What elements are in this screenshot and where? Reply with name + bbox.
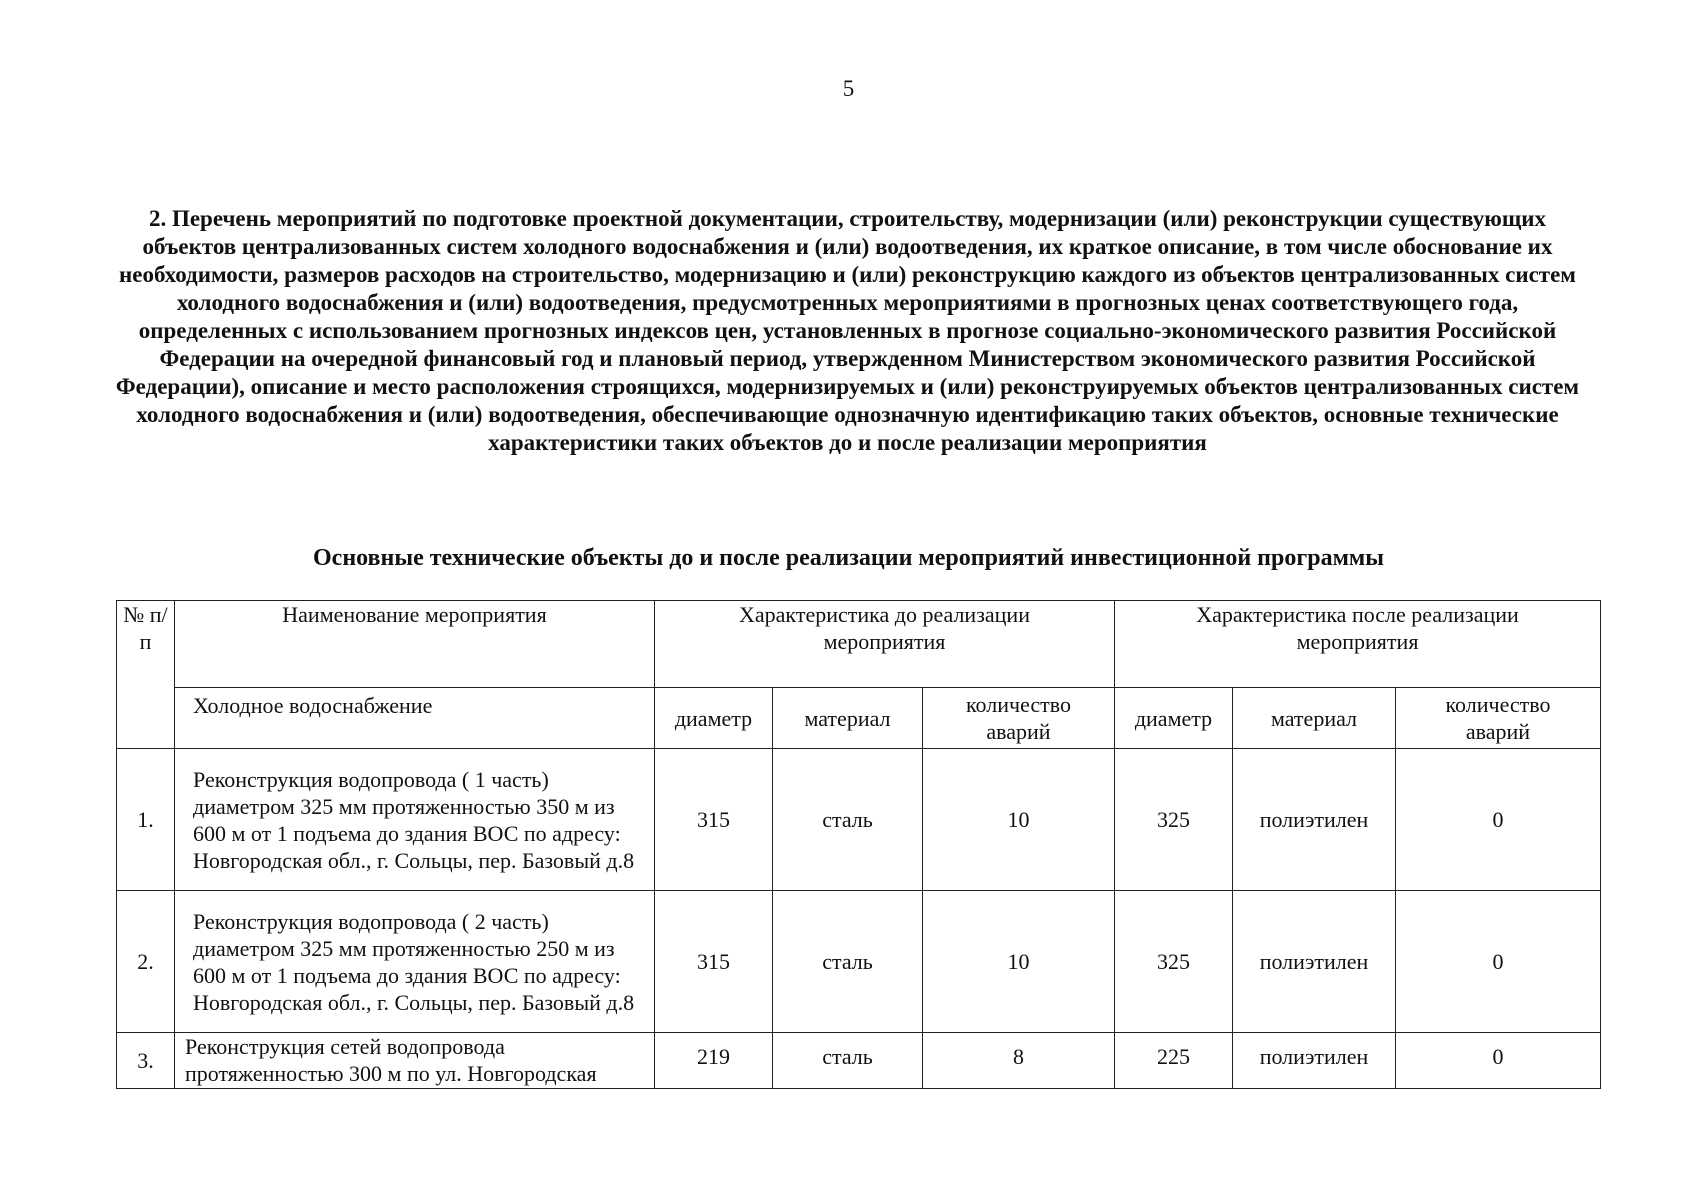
table-header-row bbox=[117, 601, 1601, 688]
row-after-accidents: 0 bbox=[1396, 891, 1601, 1033]
header-after: Характеристика после реализации мероприятия bbox=[1115, 601, 1601, 688]
header-num: № п/п bbox=[117, 601, 175, 749]
table-title: Основные технические объекты до и после реализации мероприятий инвестиционной программы bbox=[313, 545, 1384, 571]
section-title: 2. Перечень мероприятий по подготовке проектной документации, строительству, модернизации (или) реконструкции существующих объектов централизованных систем холодного водоснабжения и (или) водоотведения, их краткое описание, в том числе обоснование их необходимости, размеров расходов на строительство, модернизацию и (или) реконструкцию каждого из объектов централизованных систем холодного водоснабжения и (или) водоотведения, предусмотренных мероприятиями в прогнозных ценах соответствующего года, определенных с использованием прогнозных индексов цен, установленных в прогнозе социально-экономического развития Российской Федерации на очередной финансовый год и плановый период, утвержденном Министерством экономического развития Российской Федерации), описание и место расположения строящихся, модернизируемых и (или) реконструируемых объектов централизованных систем холодного водоснабжения и (или) водоотведения, обеспечивающие однозначную идентификацию таких объектов, основные технические характеристики таких объектов до и после реализации мероприятия bbox=[115, 206, 1580, 455]
table-subheader-row bbox=[117, 688, 1601, 749]
row-name: Реконструкция сетей водопровода протяженностью 300 м по ул. Новгородская bbox=[175, 1033, 655, 1089]
row-before-accidents: 8 bbox=[923, 1033, 1115, 1089]
subheader-before-material: материал bbox=[773, 688, 923, 749]
page-number: 5 bbox=[842, 76, 855, 101]
subheader-before-diameter: диаметр bbox=[655, 688, 773, 749]
row-after-diameter: 225 bbox=[1115, 1033, 1233, 1089]
header-before: Характеристика до реализации мероприятия bbox=[655, 601, 1115, 688]
row-before-material: сталь bbox=[773, 749, 923, 891]
row-before-accidents: 10 bbox=[923, 891, 1115, 1033]
row-before-diameter: 219 bbox=[655, 1033, 773, 1089]
group-label: Холодное водоснабжение bbox=[175, 688, 655, 749]
subheader-before-accidents: количество аварий bbox=[923, 688, 1115, 749]
row-before-material: сталь bbox=[773, 891, 923, 1033]
row-before-accidents: 10 bbox=[923, 749, 1115, 891]
table-row bbox=[117, 891, 1601, 1033]
row-after-accidents: 0 bbox=[1396, 749, 1601, 891]
row-name: Реконструкция водопровода ( 1 часть) диаметром 325 мм протяженностью 350 м из 600 м от 1 подъема до здания ВОС по адресу: Новгородская обл., г. Сольцы, пер. Базовый д.8 bbox=[175, 749, 655, 891]
row-after-material: полиэтилен bbox=[1233, 1033, 1396, 1089]
row-after-accidents: 0 bbox=[1396, 1033, 1601, 1089]
row-num: 3. bbox=[117, 1033, 175, 1089]
row-num: 1. bbox=[117, 749, 175, 891]
table-row bbox=[117, 749, 1601, 891]
row-before-diameter: 315 bbox=[655, 891, 773, 1033]
row-after-diameter: 325 bbox=[1115, 749, 1233, 891]
row-before-material: сталь bbox=[773, 1033, 923, 1089]
row-name: Реконструкция водопровода ( 2 часть) диаметром 325 мм протяженностью 250 м из 600 м от 1 подъема до здания ВОС по адресу: Новгородская обл., г. Сольцы, пер. Базовый д.8 bbox=[175, 891, 655, 1033]
subheader-after-material: материал bbox=[1233, 688, 1396, 749]
row-num: 2. bbox=[117, 891, 175, 1033]
technical-objects-table bbox=[116, 600, 1601, 1089]
row-after-material: полиэтилен bbox=[1233, 891, 1396, 1033]
row-before-diameter: 315 bbox=[655, 749, 773, 891]
row-after-diameter: 325 bbox=[1115, 891, 1233, 1033]
header-name: Наименование мероприятия bbox=[175, 601, 655, 688]
subheader-after-accidents: количество аварий bbox=[1396, 688, 1601, 749]
row-after-material: полиэтилен bbox=[1233, 749, 1396, 891]
subheader-after-diameter: диаметр bbox=[1115, 688, 1233, 749]
table-row bbox=[117, 1033, 1601, 1089]
